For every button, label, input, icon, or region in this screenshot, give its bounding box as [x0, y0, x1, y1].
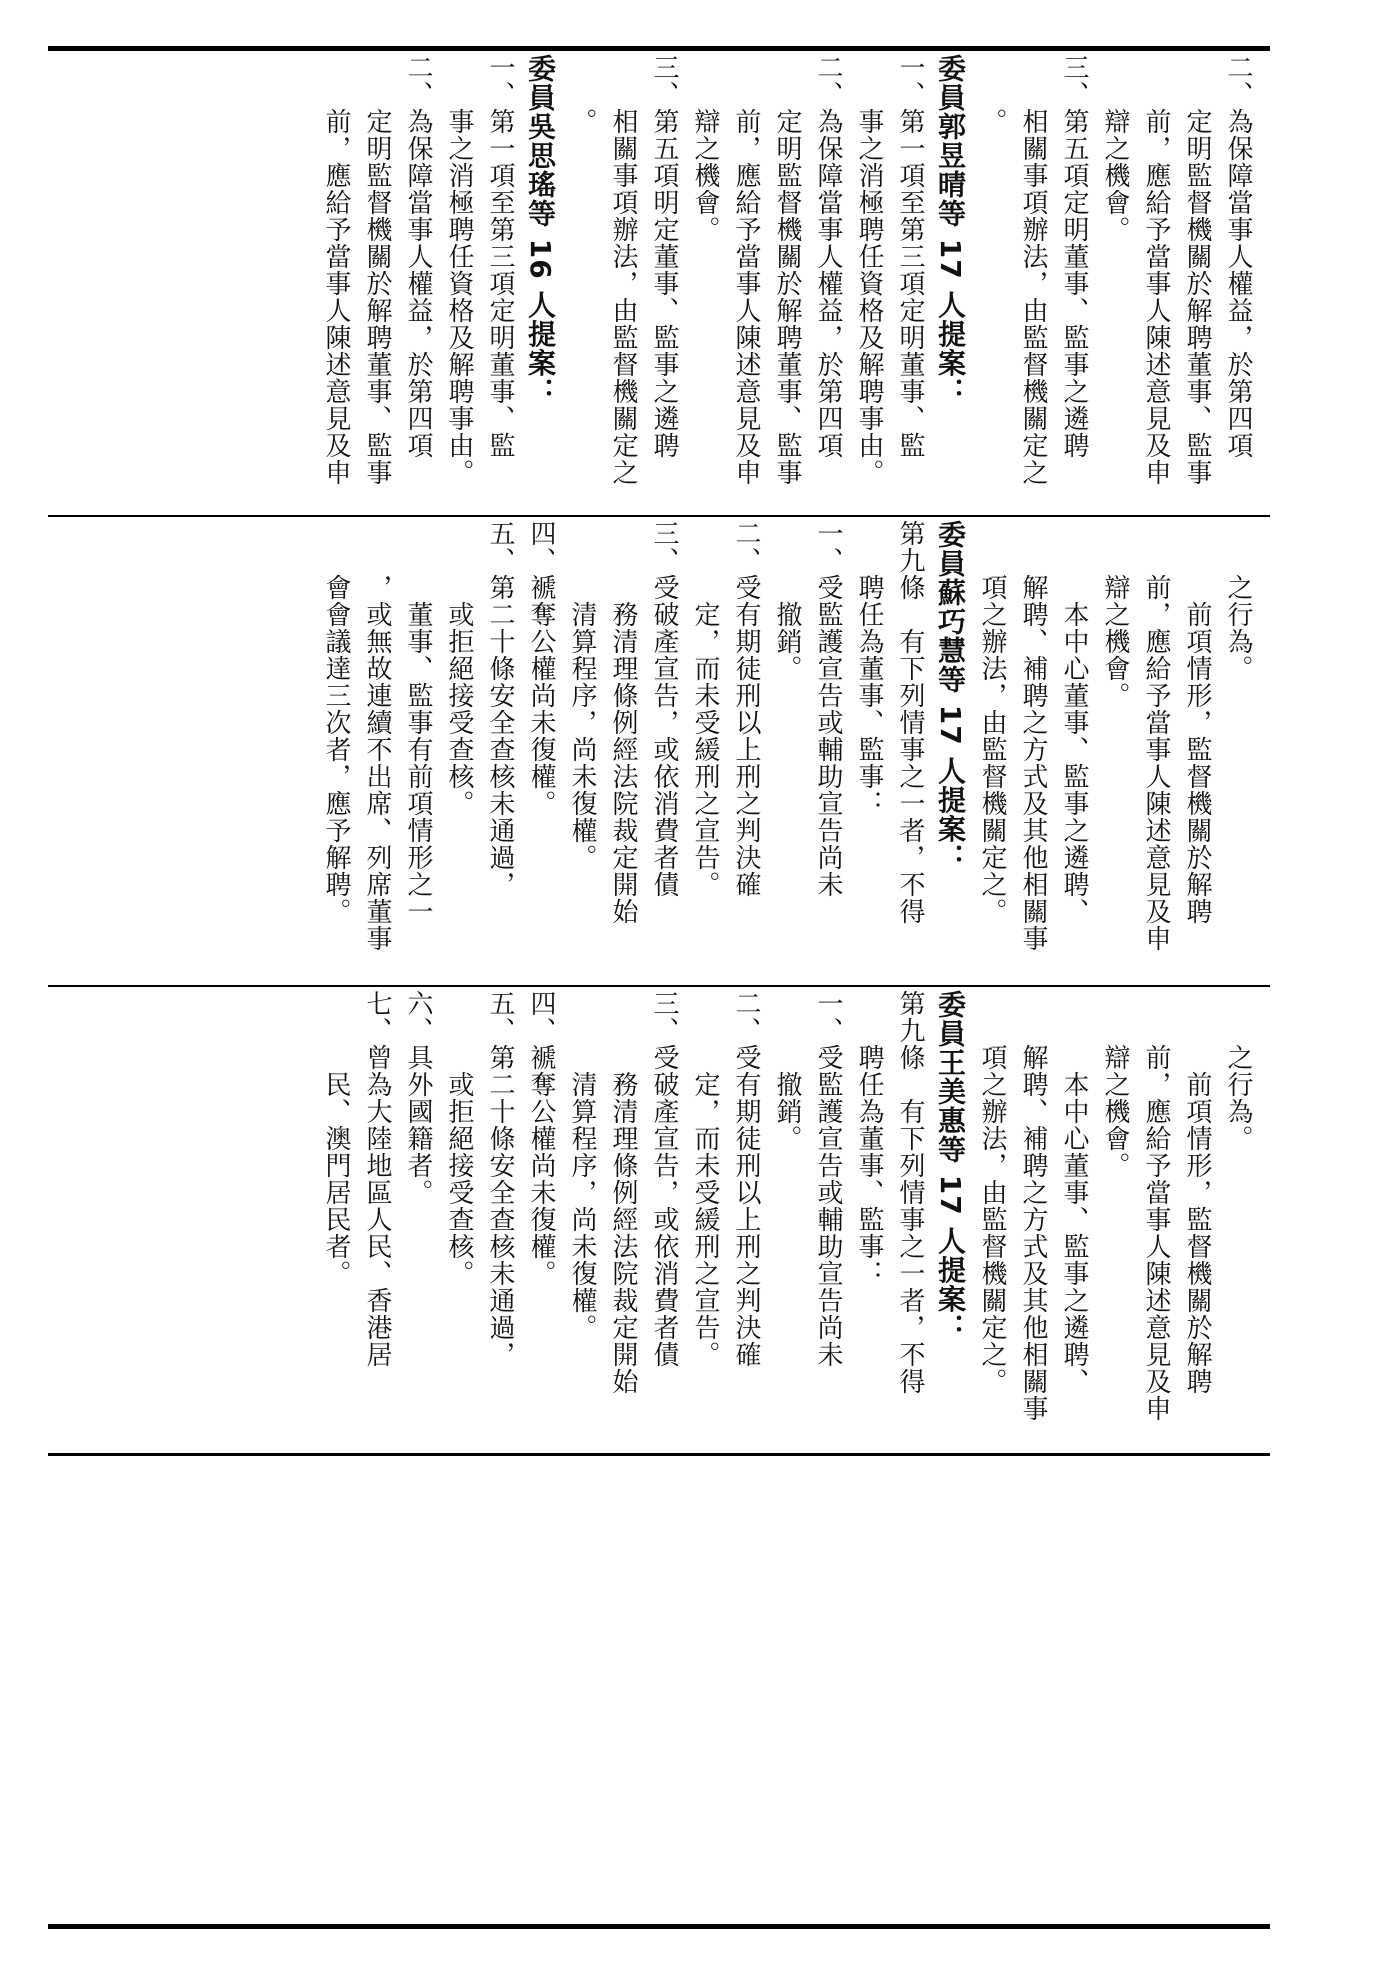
text-line: 前，應給予當事人陳述意見及申 [1141, 520, 1171, 952]
text-line: 三、第五項明定董事、監事之遴聘 [649, 54, 679, 459]
text-line: 清算程序，尚未復權。 [567, 520, 597, 871]
text-line: 之行為。 [1223, 990, 1253, 1152]
text-line: 本中心董事、監事之遴聘、 [1059, 520, 1089, 925]
text-line: 解聘、補聘之方式及其他相關事 [1018, 520, 1048, 952]
text-line: 一、第一項至第三項定明董事、監 [485, 54, 515, 459]
text-line: 辯之機會。 [690, 54, 720, 243]
text-line: 會會議達三次者，應予解聘。 [321, 520, 351, 925]
column-left [48, 990, 1270, 1450]
text-line: 撤銷。 [772, 990, 802, 1152]
text-line: 定，而未受緩刑之宣告。 [690, 990, 720, 1368]
text-line: 一、受監護宣告或輔助宣告尚未 [813, 990, 843, 1368]
text-line: 二、受有期徒刑以上刑之判決確 [731, 520, 761, 898]
text-line: 。 [567, 54, 597, 135]
text-line: 三、第五項定明董事、監事之遴聘 [1059, 54, 1089, 459]
column-middle [48, 520, 1270, 982]
text-line: 二、為保障當事人權益，於第四項 [813, 54, 843, 459]
text-line: 民、澳門居民者。 [321, 990, 351, 1287]
text-line: 定明監督機關於解聘董事、監事 [1182, 54, 1212, 486]
text-line: 本中心董事、監事之遴聘、 [1059, 990, 1089, 1395]
text-line: 或拒絕接受查核。 [444, 520, 474, 817]
text-line: 清算程序，尚未復權。 [567, 990, 597, 1341]
proposal-heading: 委員蘇巧慧等 17 人提案： [934, 520, 967, 873]
text-line: 解聘、補聘之方式及其他相關事 [1018, 990, 1048, 1422]
text-line: 第九條 有下列情事之一者，不得 [895, 520, 925, 925]
text-line: 第九條 有下列情事之一者，不得 [895, 990, 925, 1395]
table-bottom-rule [48, 1453, 1270, 1456]
text-line: 二、為保障當事人權益，於第四項 [403, 54, 433, 459]
text-line: 辯之機會。 [1100, 54, 1130, 243]
text-line: 二、受有期徒刑以上刑之判決確 [731, 990, 761, 1368]
text-line: 之行為。 [1223, 520, 1253, 682]
text-line: 聘任為董事、監事： [854, 520, 884, 817]
text-line: 四、褫奪公權尚未復權。 [526, 520, 556, 817]
page-bottom-rule [48, 1924, 1270, 1929]
column-middle-text [315, 520, 1270, 982]
text-line: 三、受破產宣告，或依消費者債 [649, 990, 679, 1368]
text-line: 七、曾為大陸地區人民、香港居 [362, 990, 392, 1368]
text-line: 辯之機會。 [1100, 520, 1130, 709]
text-line: 定明監督機關於解聘董事、監事 [362, 54, 392, 486]
text-line: 辯之機會。 [1100, 990, 1130, 1179]
text-line: 定明監督機關於解聘董事、監事 [772, 54, 802, 486]
text-line: 五、第二十條安全查核未通過， [485, 520, 515, 898]
column-right-text [315, 54, 1270, 512]
text-line: 二、為保障當事人權益，於第四項 [1223, 54, 1253, 459]
text-line: 五、第二十條安全查核未通過， [485, 990, 515, 1368]
text-line: 前項情形，監督機關於解聘 [1182, 990, 1212, 1395]
text-line: 務清理條例經法院裁定開始 [608, 520, 638, 925]
text-line: 六、具外國籍者。 [403, 990, 433, 1206]
text-line: 相關事項辦法，由監督機關定之 [1018, 54, 1048, 486]
text-line: 前，應給予當事人陳述意見及申 [321, 54, 351, 486]
column-left-text [315, 990, 1270, 1450]
text-line: 事之消極聘任資格及解聘事由。 [444, 54, 474, 486]
text-line: ，或無故連續不出席、列席董事 [362, 520, 392, 952]
text-line: 定，而未受緩刑之宣告。 [690, 520, 720, 898]
text-line: 前，應給予當事人陳述意見及申 [1141, 54, 1171, 486]
text-line: 前，應給予當事人陳述意見及申 [731, 54, 761, 486]
text-line: 事之消極聘任資格及解聘事由。 [854, 54, 884, 486]
text-line: 一、第一項至第三項定明董事、監 [895, 54, 925, 459]
proposal-heading: 委員吳思瑤等 16 人提案： [524, 54, 557, 407]
text-line: 項之辦法，由監督機關定之。 [977, 520, 1007, 925]
proposal-heading: 委員郭昱晴等 17 人提案： [934, 54, 967, 407]
text-line: 董事、監事有前項情形之一 [403, 520, 433, 925]
text-line: 一、受監護宣告或輔助宣告尚未 [813, 520, 843, 898]
text-line: 相關事項辦法，由監督機關定之 [608, 54, 638, 486]
top-rule [48, 46, 1270, 51]
text-line: 前，應給予當事人陳述意見及申 [1141, 990, 1171, 1422]
text-line: 聘任為董事、監事： [854, 990, 884, 1287]
text-line: 四、褫奪公權尚未復權。 [526, 990, 556, 1287]
text-line: 務清理條例經法院裁定開始 [608, 990, 638, 1395]
text-line: 前項情形，監督機關於解聘 [1182, 520, 1212, 925]
text-line: 撤銷。 [772, 520, 802, 682]
text-line: 。 [977, 54, 1007, 135]
column-divider-2 [48, 985, 1270, 987]
column-right [48, 54, 1270, 512]
text-line: 項之辦法，由監督機關定之。 [977, 990, 1007, 1395]
text-line: 三、受破產宣告，或依消費者債 [649, 520, 679, 898]
column-divider-1 [48, 515, 1270, 517]
text-line: 或拒絕接受查核。 [444, 990, 474, 1287]
proposal-heading: 委員王美惠等 17 人提案： [934, 990, 967, 1343]
